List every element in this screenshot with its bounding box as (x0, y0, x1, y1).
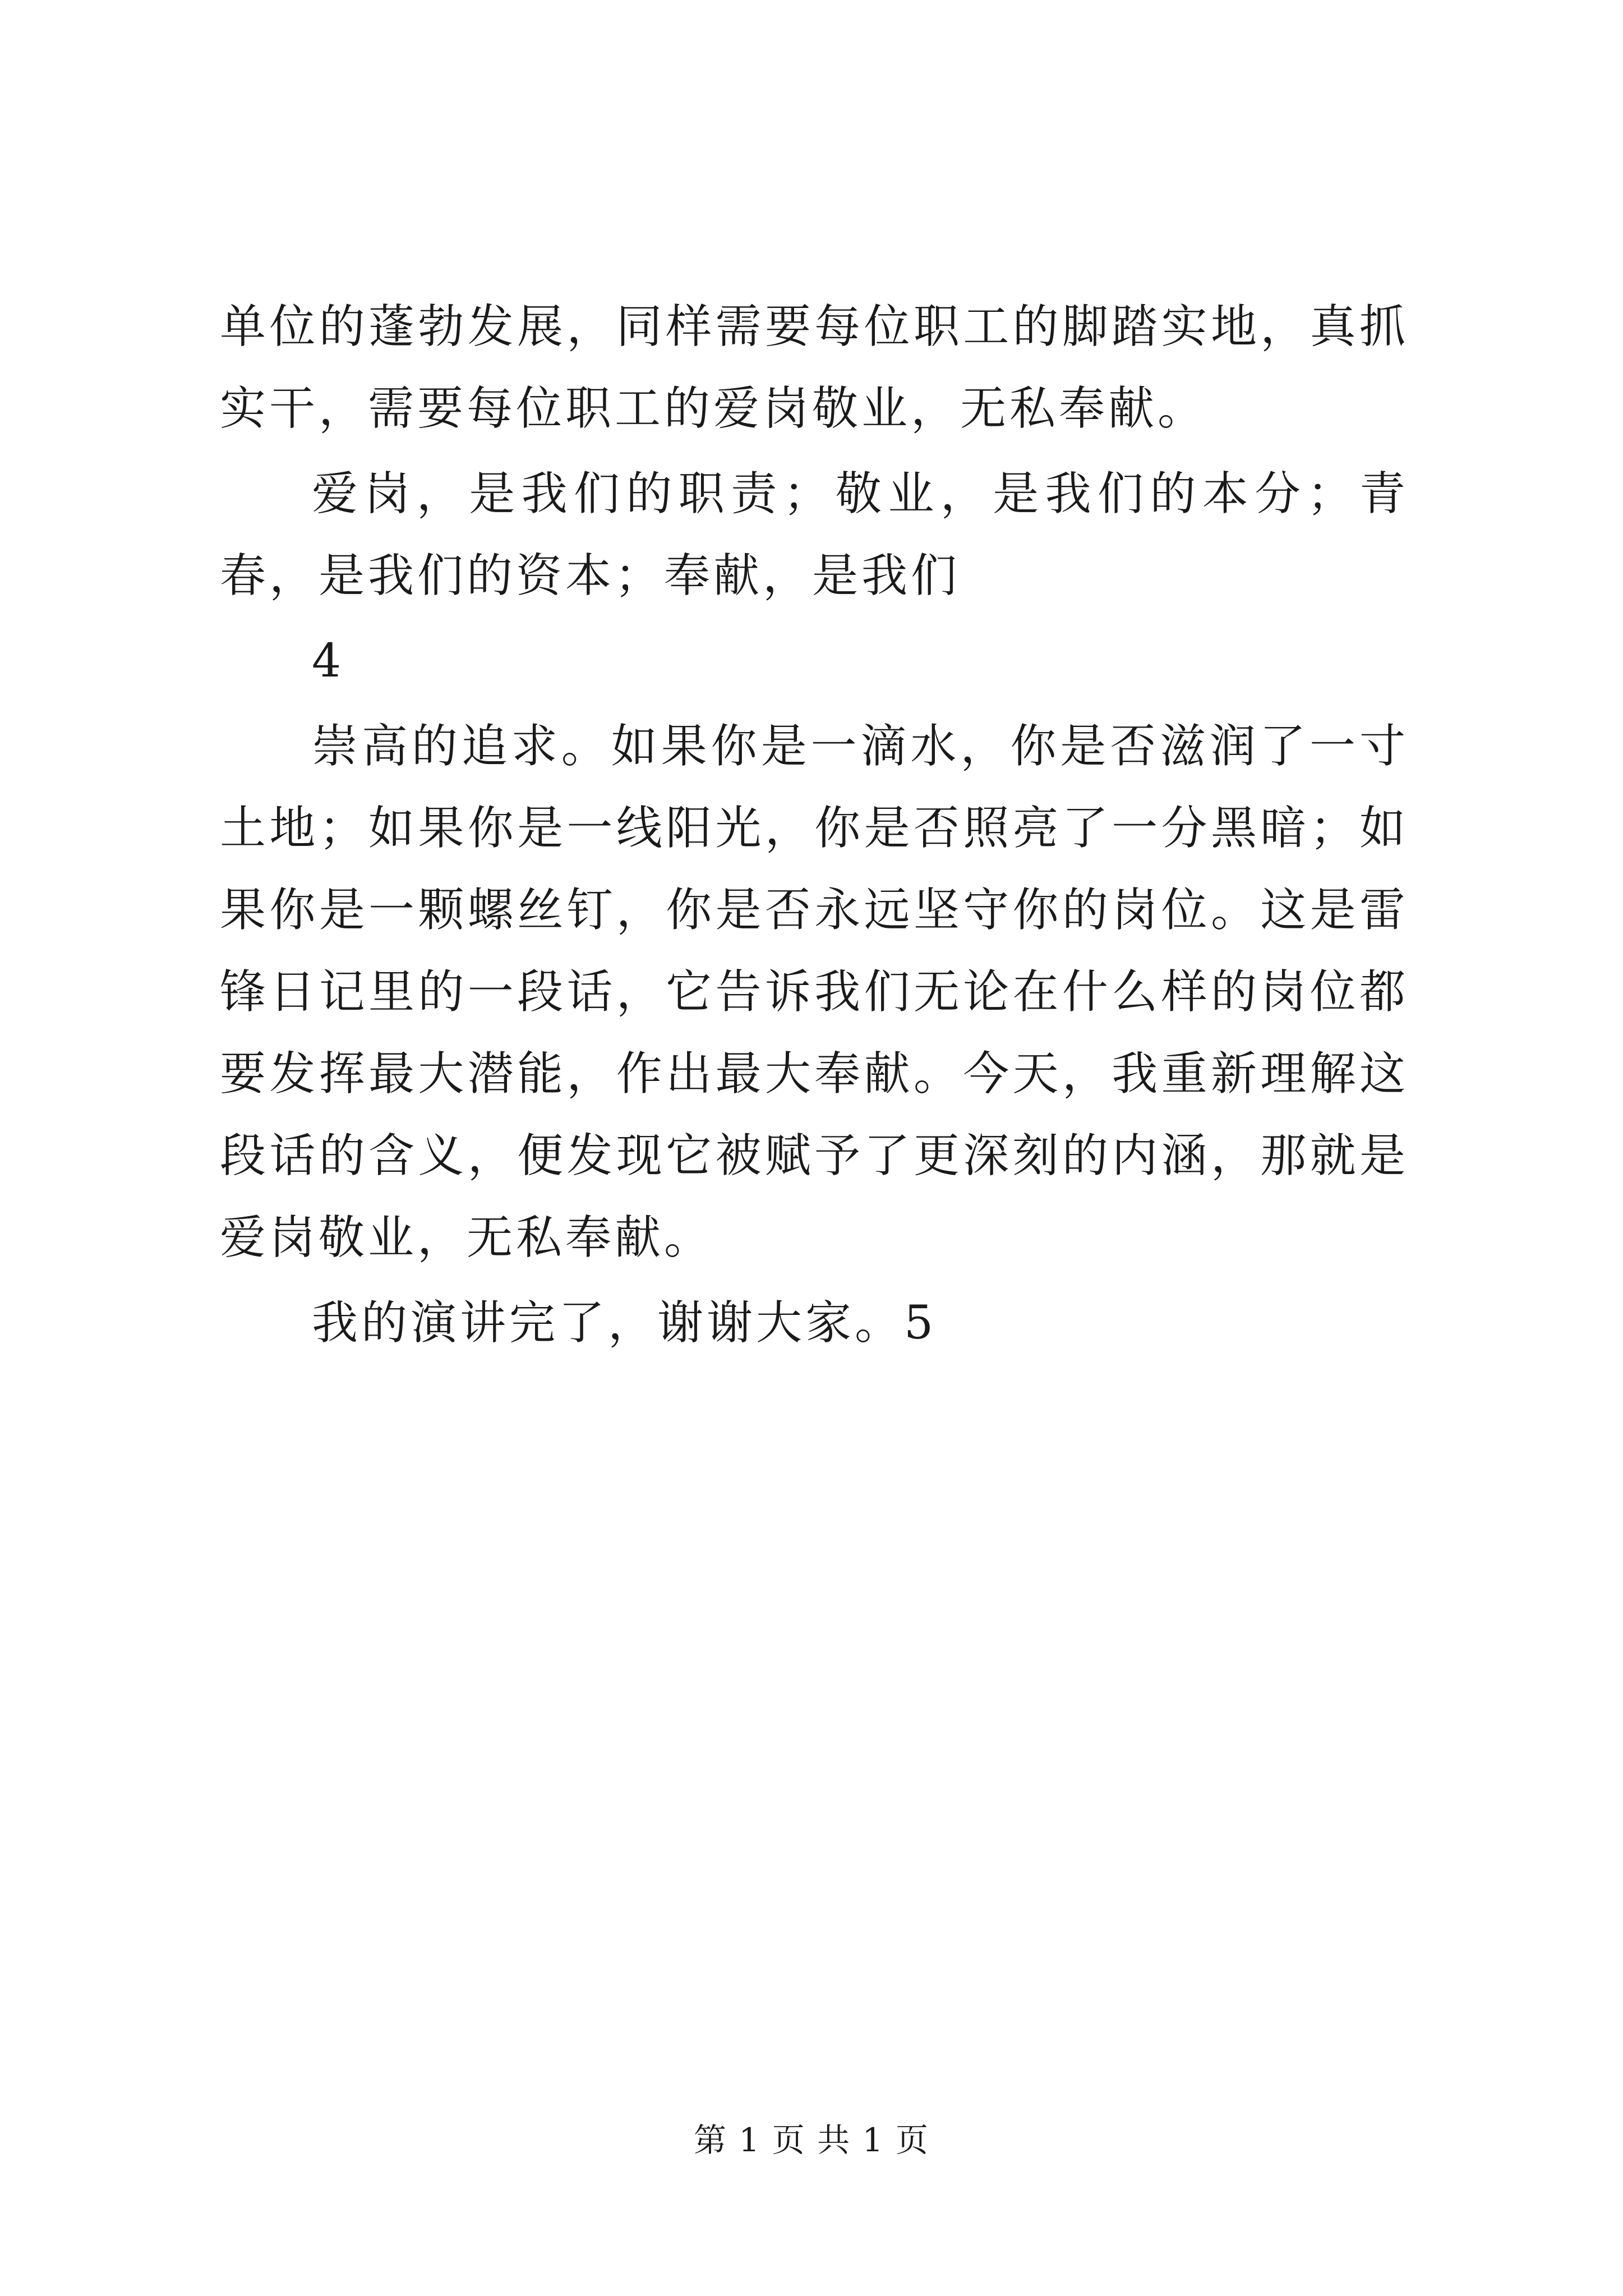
paragraph-4: 我的演讲完了，谢谢大家。5 (312, 1296, 937, 1350)
paragraph-2: 爱岗，是我们的职责；敬业，是我们的本分；青春，是我们的资本；奉献，是我们 (220, 467, 1409, 602)
page-marker-4: 4 (312, 634, 345, 688)
paragraph-3: 崇高的追求。如果你是一滴水，你是否滋润了一寸土地；如果你是一线阳光，你是否照亮了一分黑暗；如果你是一颗螺丝钉，你是否永远坚守你的岗位。这是雷锋日记里的一段话，它告诉我们无论在什么样的岗位都要发挥最大潜能，作出最大奉献。今天，我重新理解这段话的含义，便发现它被赋予了更深刻的内涵，那就是爱岗敬业，无私奉献。 (220, 720, 1409, 1264)
page-footer: 第 1 页 共 1 页 (694, 2121, 929, 2159)
document-body (220, 286, 1409, 1368)
paragraph-1: 单位的蓬勃发展，同样需要每位职工的脚踏实地，真抓实干，需要每位职工的爱岗敬业，无私奉献。 (220, 300, 1409, 435)
